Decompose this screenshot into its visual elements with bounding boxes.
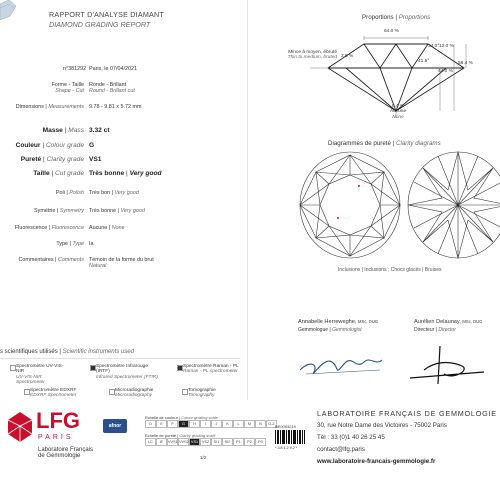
scale-grade-cell: SI1 xyxy=(211,438,222,446)
proportion-crown-height: 12.0 % xyxy=(439,44,454,49)
scale-grade-cell: IF xyxy=(156,438,167,446)
lab-website[interactable]: www.laboratoire-francais-gemmologie.fr xyxy=(317,458,436,465)
page-number: 1/2 xyxy=(200,455,207,460)
scale-grade-cell: H xyxy=(189,420,200,428)
lfg-logo-city: PARIS xyxy=(38,434,74,441)
proportion-girdle-value: 2.0 % xyxy=(341,54,354,59)
scale-grade-cell: K xyxy=(222,420,233,428)
field-symmetry-value: Très bonne | Very good xyxy=(89,208,145,214)
lab-email: contact@lfg.paris xyxy=(317,446,365,453)
instrument-checkbox xyxy=(24,389,30,395)
accreditation-badge: afnor xyxy=(103,419,127,433)
signature-block-1: Annabelle Herreweghe, MSc, DUG Gemmologue | Gemmologist xyxy=(298,319,379,333)
lfg-logo-gem-icon xyxy=(8,412,32,442)
handwritten-signature-2 xyxy=(404,340,494,390)
report-title: RAPPORT D'ANALYSE DIAMANT xyxy=(49,10,165,19)
clarity-diagram-pavilion xyxy=(406,150,500,260)
scale-grade-cell: F xyxy=(167,420,178,428)
scale-grade-cell: P3 xyxy=(255,438,266,446)
field-cut-value: Très bonne | Very good xyxy=(89,170,162,177)
proportion-table: 64.0 % xyxy=(384,29,399,34)
field-cut-label: Taille | Cut grade xyxy=(33,170,84,177)
field-polish-value: Très bon | Very good xyxy=(89,190,139,196)
field-clarity-label: Pureté | Clarity grade xyxy=(20,156,84,163)
instrument-checkbox xyxy=(10,365,16,371)
proportions-diagram xyxy=(280,26,490,126)
report-subtitle: DIAMOND GRADING REPORT xyxy=(49,20,151,30)
scale-grade-cell: VVS1 xyxy=(168,440,178,445)
scale-grade-cell: P1 xyxy=(233,438,244,446)
field-shape-value: Ronde - Brillant Round - Brillant cut xyxy=(89,82,135,95)
lab-address: 30, rue Notre Dame des Victoires - 75002 Paris xyxy=(317,422,447,429)
scale-grade-cell: LC xyxy=(145,438,156,446)
scale-grade-cell: O-Z xyxy=(266,420,277,428)
scale-grade-cell: L xyxy=(233,420,244,428)
report-date: Paris, le 07/04/2021 xyxy=(89,66,137,72)
field-mass-value: 3.32 ct xyxy=(89,127,110,134)
clarity-diagram-crown xyxy=(298,150,402,260)
scale-grade-cell: J xyxy=(211,420,222,428)
proportion-culet: 0.4 % Aucune None xyxy=(389,104,407,120)
lab-full-name: LABORATOIRE FRANÇAIS DE GEMMOLOGIE xyxy=(317,409,497,418)
field-polish-label: Poli | Polish xyxy=(55,190,84,196)
proportion-pavilion-angle: 41.5° xyxy=(418,59,430,64)
scale-grade-cell: N xyxy=(255,420,266,428)
proportion-total-depth: 58.4 % xyxy=(458,61,473,66)
colour-scale: Echelle de couleur | Colour grading scale D E F G H I J K L M N O-Z xyxy=(145,416,277,428)
instrument-item: Microradiographie Microradiography xyxy=(115,388,154,399)
scale-grade-cell: P2 xyxy=(244,438,255,446)
field-type-label: Type | Type xyxy=(56,241,84,247)
scale-grade-cell: M xyxy=(244,420,255,428)
field-shape-label: Forme - Taille Shape - Cut xyxy=(51,82,84,95)
proportion-pavilion-depth: 44.0 % xyxy=(438,69,453,74)
lab-name-fr: Laboratoire Français de Gemmologie xyxy=(38,447,94,459)
field-comments-value: Témoin de la forme du brut Natural xyxy=(89,257,154,270)
lab-phone: Tél : 33 (0)1 40 26 25 45 xyxy=(317,434,385,441)
field-clarity-value: VS1 xyxy=(89,156,102,163)
instruments-title: s scientifiques utilisés | Scientific instruments used xyxy=(0,349,134,355)
instrument-item: Spectromètre Raman - PL Raman - PL spectrometer xyxy=(183,364,239,375)
scale-grade-cell: VS1 xyxy=(190,440,199,445)
scale-grade-cell: I xyxy=(200,420,211,428)
clarity-diagrams-title: Diagrammes de pureté | Clarity diagrams xyxy=(328,140,441,147)
field-dimensions-value: 9.78 - 9.81 x 5.72 mm xyxy=(89,104,142,110)
instrument-item: Spectromètre EDXRF EDXRF Spectrometer xyxy=(30,388,77,399)
instrument-checkbox xyxy=(109,389,115,395)
instrument-item: Tomographie Tomography xyxy=(188,388,216,399)
scale-grade-cell: E xyxy=(156,420,167,428)
field-dimensions-label: Dimensions | Measurements xyxy=(15,104,84,110)
scale-grade-cell: VVS2 xyxy=(179,440,189,445)
instrument-checkbox xyxy=(90,365,96,371)
proportion-crown-angle: 34.0° xyxy=(428,44,440,49)
instrument-checkbox xyxy=(177,365,183,371)
lfg-logo-text: LFG xyxy=(36,408,80,433)
field-symmetry-label: Symétrie | Symmetry xyxy=(34,208,84,214)
proportion-girdle-desc: Mince à moyen, ébruté Thin to medium, bruted xyxy=(287,50,337,61)
field-colour-value: G xyxy=(89,142,95,149)
proportions-title: Proportions | Proportions xyxy=(362,14,431,21)
clarity-scale: Echelle de pureté | Clarity grading scale LC IF VVS1 VVS2 VS1 VS2 SI1 SI2 P1 P2 P3 xyxy=(145,434,266,446)
corner-diamond-icon xyxy=(0,0,18,24)
instrument-item: Spectromètre Infrarouge (IRTF) Infrared Spectrometer (FTIR) xyxy=(96,364,158,380)
field-mass-label: Masse | Mass xyxy=(42,127,84,134)
report-number: n°381292 xyxy=(63,66,87,72)
handwritten-signature-1 xyxy=(296,340,386,390)
clarity-legend: Inclusions | Inclusions ; Chocs glacés | Bruises xyxy=(338,267,442,273)
barcode-text: *381292* xyxy=(275,445,298,450)
field-type-value: Ia xyxy=(89,241,94,247)
scale-grade-cell: VS2 xyxy=(201,440,210,445)
field-colour-label: Couleur | Colour grade xyxy=(15,142,84,149)
field-fluorescence-label: Fluorescence | Fluorescence xyxy=(14,225,84,231)
scale-grade-cell: SI2 xyxy=(222,438,233,446)
instrument-checkbox xyxy=(182,389,188,395)
field-fluorescence-value: Aucune | None xyxy=(89,225,125,231)
instrument-item: Spectromètre UV-VIS-NIR UV-VIS-NIR Spectrometer xyxy=(16,364,64,385)
scale-grade-cell: G xyxy=(178,420,189,428)
signature-block-2: Aurélien Delaunay, MSc, DUG Directeur | Director xyxy=(414,319,483,333)
doc-code: BE0053219 xyxy=(275,424,296,429)
scale-grade-cell: D xyxy=(145,420,156,428)
field-comments-label: Commentaires | Comments xyxy=(18,257,84,263)
